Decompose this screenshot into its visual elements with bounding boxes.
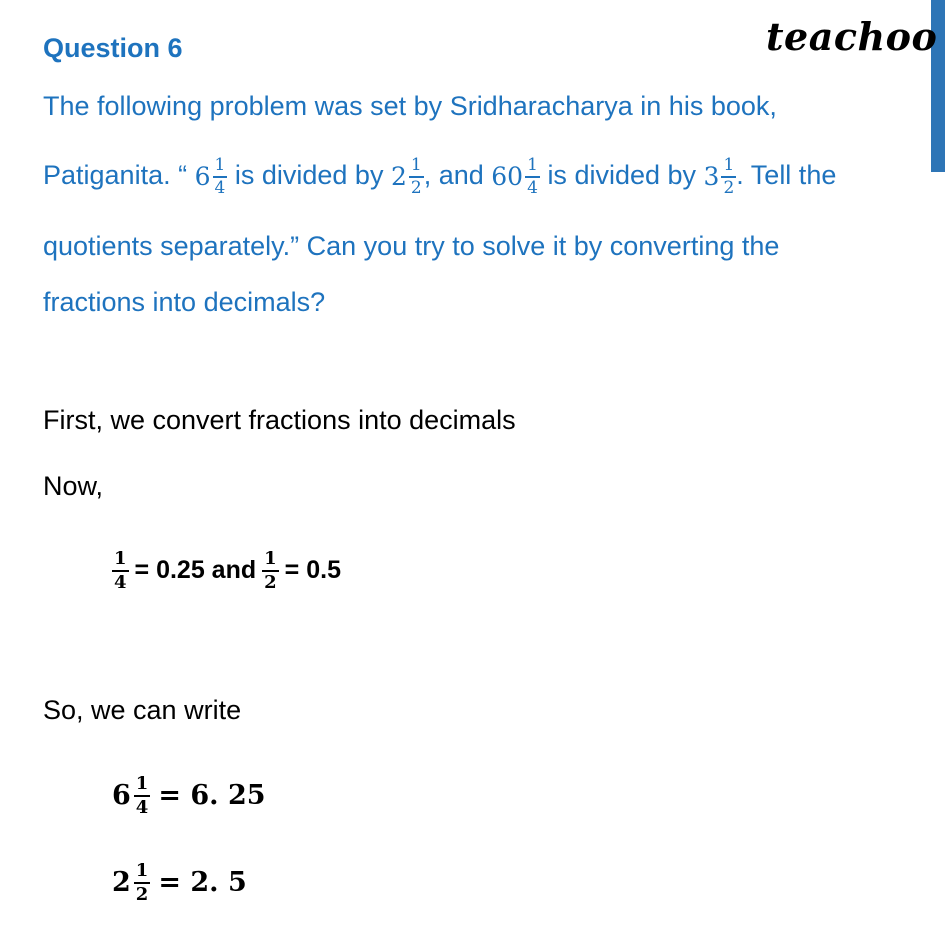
- numerator: 1: [527, 155, 538, 175]
- teachoo-logo: teachoo: [766, 14, 938, 59]
- fraction: [213, 157, 228, 197]
- numerator: 1: [723, 155, 735, 175]
- question-line-1: The following problem was set by Sridharacharya in his book,: [43, 91, 777, 121]
- denominator: 4: [114, 571, 127, 593]
- mixed-equation-2-1-2: [112, 862, 247, 904]
- mixed-number-60-1-4: [491, 157, 540, 197]
- question-line-2-text-3: is divided by: [547, 159, 697, 190]
- mixed-equation-6-1-4: [112, 775, 266, 817]
- scrollbar-track[interactable]: [931, 0, 945, 945]
- mixed-whole: 2: [390, 162, 407, 192]
- fraction: [262, 550, 279, 592]
- fraction: [134, 775, 151, 817]
- numerator: 1: [135, 773, 149, 794]
- question-line-3: quotients separately.” Can you try to solve it by converting the: [43, 231, 780, 261]
- numerator: 1: [410, 155, 422, 175]
- question-line-2-text-2: , and: [423, 159, 484, 190]
- mixed-whole: 6: [112, 780, 131, 812]
- equation-result: = 2. 5: [158, 867, 247, 899]
- denominator: 2: [264, 571, 277, 593]
- fraction: [134, 862, 151, 904]
- fraction: [525, 157, 540, 197]
- question-line-2-text-4: . Tell the: [736, 159, 837, 190]
- denominator: 4: [214, 177, 226, 198]
- solution-now: Now,: [43, 471, 104, 501]
- question-line-2-text-1: is divided by: [234, 159, 384, 190]
- fraction-to-decimal-equation: [112, 550, 347, 592]
- denominator: 2: [135, 883, 149, 905]
- numerator: 1: [264, 548, 277, 569]
- mixed-number-3-1-2: [704, 157, 737, 197]
- solution-so: So, we can write: [43, 695, 242, 725]
- question-line-2-prefix: Patiganita. “: [43, 159, 188, 190]
- solution-intro: First, we convert fractions into decimals: [43, 405, 516, 435]
- mixed-whole: 60: [491, 162, 524, 192]
- question-line-4: fractions into decimals?: [43, 287, 326, 317]
- numerator: 1: [114, 548, 127, 569]
- mixed-whole: 3: [703, 162, 720, 192]
- mixed-whole: 6: [194, 162, 211, 192]
- numerator: 1: [214, 155, 226, 175]
- mixed-number-2-1-2: [391, 157, 424, 197]
- equation-result: = 6. 25: [158, 780, 266, 812]
- equation-text: = 0.25 and: [134, 556, 257, 585]
- denominator: 4: [135, 796, 149, 818]
- denominator: 2: [723, 177, 735, 198]
- equation-text: = 0.5: [284, 556, 341, 585]
- fraction: [721, 157, 736, 197]
- question-title: Question 6: [43, 33, 183, 63]
- mixed-number-6-1-4: [195, 157, 228, 197]
- fraction: [409, 157, 424, 197]
- denominator: 4: [527, 177, 538, 198]
- mixed-whole: 2: [112, 867, 131, 899]
- denominator: 2: [410, 177, 422, 198]
- numerator: 1: [135, 860, 149, 881]
- fraction: [112, 550, 129, 592]
- question-line-2: [43, 157, 836, 197]
